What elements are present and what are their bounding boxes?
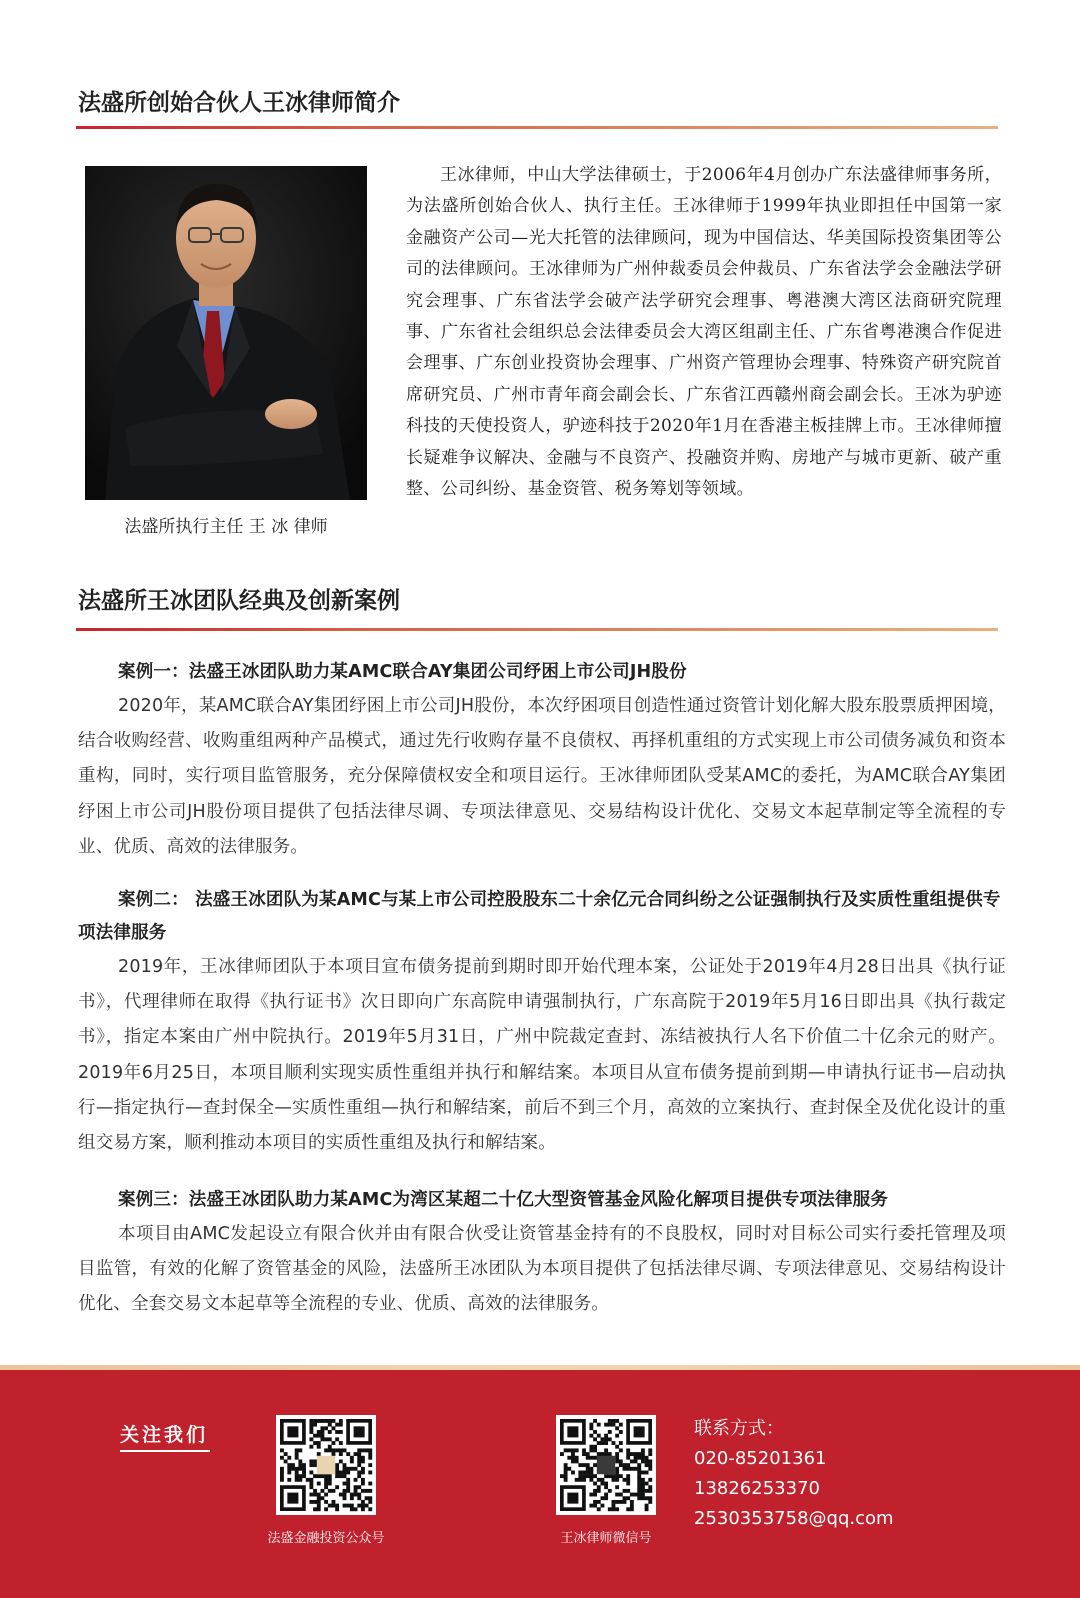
case-body: 2019年，王冰律师团队于本项目宣布债务提前到期时即开始代理本案，公证处于2019年4月28日出具《执行证书》，代理律师在取得《执行证书》次日即向广东高院申请强制执行，广东高院于2019年5月16日即出具《执行裁定书》，指定本案由广州中院执行。2019年5月31日，广州中院裁定查封、冻结被执行人名下价值二十亿余元的财产。2019年6月25日，本项目顺利实现实质性重组并执行和解结案。本项目从宣布债务提前到期—申请执行证书—启动执行—指定执行—查封保全—实质性重组—执行和解结案，前后不到三个月，高效的立案执行、查封保全及优化设计的重组交易方案，顺利推动本项目的实质性重组及执行和解结案。 xyxy=(78,957,1006,1154)
contact-label: 联系方式： xyxy=(694,1418,784,1439)
profile-title: 法盛所创始合伙人王冰律师简介 xyxy=(78,90,400,116)
email-address[interactable]: 2530353758@qq.com xyxy=(694,1508,894,1529)
profile-title-rule xyxy=(76,126,998,129)
case-heading: 案例一：法盛王冰团队助力某AMC联合AY集团公司纾困上市公司JH股份 xyxy=(118,662,687,682)
follow-us-label: 关注我们 xyxy=(120,1424,209,1446)
lawyer-photo xyxy=(85,166,367,500)
lawyer-bio: 王冰律师，中山大学法律硕士，于2006年4月创办广东法盛律师事务所，为法盛所创始合伙人、执行主任。王冰律师于1999年执业即担任中国第一家金融资产公司—光大托管的法律顾问，现为中国信达、华美国际投资集团等公司的法律顾问。王冰律师为广州仲裁委员会仲裁员、广东省法学会金融法学研究会理事、广东省法学会破产法学研究会理事、粤港澳大湾区法商研究院理事、广东省社会组织总会法律委员会大湾区组副主任、广东省粤港澳合作促进会理事、广东创业投资协会理事、广州资产管理协会理事、特殊资产研究院首席研究员、广州市青年商会副会长、广东省江西赣州商会副会长。王冰为驴迹科技的天使投资人，驴迹科技于2020年1月在香港主板挂牌上市。王冰律师擅长疑难争议解决、金融与不良资产、投融资并购、房地产与城市更新、破产重整、公司纠纷、基金资管、税务筹划等领域。 xyxy=(406,165,1002,500)
public-account-qr-code[interactable] xyxy=(276,1415,376,1515)
case-heading: 案例三：法盛王冰团队助力某AMC为湾区某超二十亿大型资管基金风险化解项目提供专项法律服务 xyxy=(118,1190,889,1210)
footer xyxy=(0,1370,1080,1598)
case-heading: 案例二： 法盛王冰团队为某AMC与某上市公司控股股东二十余亿元合同纠纷之公证强制执行及实质性重组提供专项法律服务 xyxy=(78,890,1001,943)
case-body: 2020年，某AMC联合AY集团纾困上市公司JH股份，本次纾困项目创造性通过资管计划化解大股东股票质押困境，结合收购经营、收购重组两种产品模式，通过先行收购存量不良债权、再择机重组的方式实现上市公司债务减负和资本重构，同时，实行项目监管服务，充分保障债权安全和项目运行。王冰律师团队受某AMC的委托，为AMC联合AY集团纾困上市公司JH股份项目提供了包括法律尽调、专项法律意见、交易结构设计优化、交易文本起草制定等全流程的专业、优质、高效的法律服务。 xyxy=(78,696,1006,857)
follow-us-underline xyxy=(120,1450,210,1452)
public-account-qr-caption: 法盛金融投资公众号 xyxy=(267,1531,385,1546)
cases-title-rule xyxy=(76,628,998,631)
contact-info xyxy=(694,1414,894,1534)
case-item-3 xyxy=(78,1184,1006,1323)
phone-landline[interactable]: 020-85201361 xyxy=(694,1448,827,1469)
photo-caption: 法盛所执行主任 王 冰 律师 xyxy=(124,517,328,537)
wechat-qr-caption: 王冰律师微信号 xyxy=(560,1531,652,1546)
cases-title: 法盛所王冰团队经典及创新案例 xyxy=(78,588,400,614)
phone-mobile[interactable]: 13826253370 xyxy=(694,1478,820,1499)
wechat-qr-code[interactable] xyxy=(556,1415,656,1515)
case-item-2 xyxy=(78,884,1006,1161)
case-body: 本项目由AMC发起设立有限合伙并由有限合伙受让资管基金持有的不良股权，同时对目标公司实行委托管理及项目监管，有效的化解了资管基金的风险，法盛所王冰团队为本项目提供了包括法律尽调、专项法律意见、交易结构设计优化、全套交易文本起草等全流程的专业、优质、高效的法律服务。 xyxy=(78,1224,1006,1315)
case-item-1 xyxy=(78,656,1006,865)
